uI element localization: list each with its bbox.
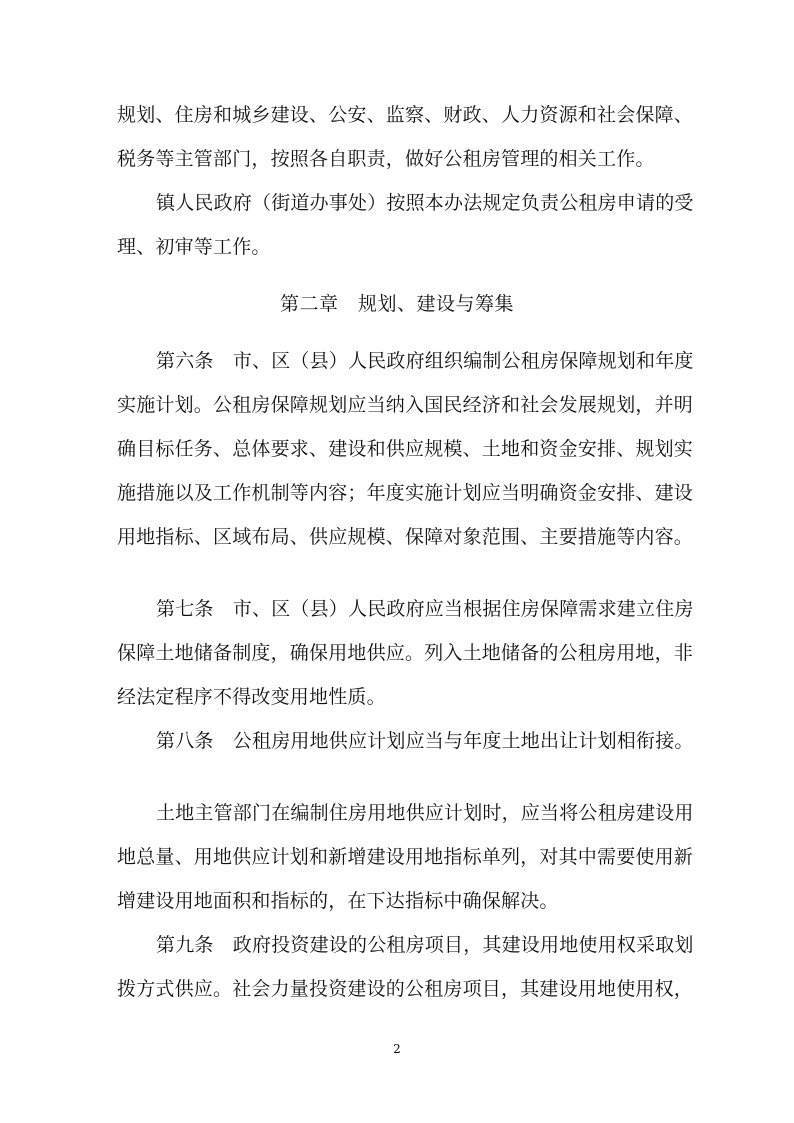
paragraph-line: 施措施以及工作机制等内容；年度实施计划应当明确资金安排、建设	[117, 482, 694, 504]
paragraph-line: 第七条 市、区（县）人民政府应当根据住房保障需求建立住房	[156, 598, 694, 620]
paragraph-line: 税务等主管部门，按照各自职责，做好公租房管理的相关工作。	[117, 148, 655, 170]
paragraph-line: 理、初审等工作。	[117, 236, 271, 258]
paragraph-line: 地总量、用地供应计划和新增建设用地指标单列，对其中需要使用新	[117, 846, 694, 868]
paragraph-line: 第八条 公租房用地供应计划应当与年度土地出让计划相衔接。	[156, 730, 694, 752]
paragraph-line: 镇人民政府（街道办事处）按照本办法规定负责公租房申请的受	[156, 192, 694, 214]
chapter-heading: 第二章 规划、建设与筹集	[279, 293, 514, 315]
paragraph-line: 经法定程序不得改变用地性质。	[117, 686, 386, 708]
page-number: 2	[393, 1042, 401, 1056]
paragraph-line: 土地主管部门在编制住房用地供应计划时，应当将公租房建设用	[156, 802, 694, 824]
paragraph-line: 增建设用地面积和指标的，在下达指标中确保解决。	[117, 890, 559, 912]
paragraph-line: 确目标任务、总体要求、建设和供应规模、土地和资金安排、规划实	[117, 438, 694, 460]
paragraph-line: 第六条 市、区（县）人民政府组织编制公租房保障规划和年度	[156, 350, 694, 372]
paragraph-line: 用地指标、区域布局、供应规模、保障对象范围、主要措施等内容。	[117, 526, 694, 548]
paragraph-line: 第九条 政府投资建设的公租房项目，其建设用地使用权采取划	[156, 934, 694, 956]
paragraph-line: 规划、住房和城乡建设、公安、监察、财政、人力资源和社会保障、	[117, 104, 694, 126]
paragraph-line: 实施计划。公租房保障规划应当纳入国民经济和社会发展规划，并明	[117, 394, 694, 416]
paragraph-line: 拨方式供应。社会力量投资建设的公租房项目，其建设用地使用权，	[117, 978, 694, 1000]
paragraph-line: 保障土地储备制度，确保用地供应。列入土地储备的公租房用地，非	[117, 642, 694, 664]
